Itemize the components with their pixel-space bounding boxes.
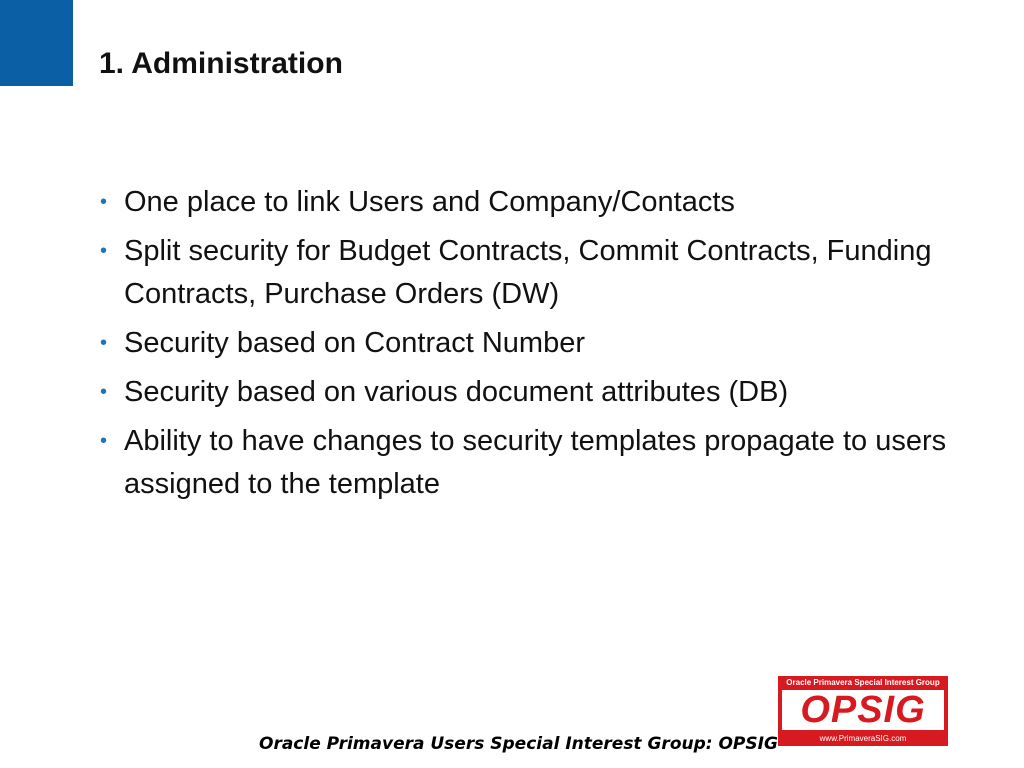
- bullet-item: [98, 371, 978, 414]
- title-accent-block: [0, 0, 73, 86]
- bullet-dot-icon: •: [100, 332, 108, 354]
- opsig-logo: [778, 676, 948, 746]
- bullet-dot-icon: •: [100, 240, 108, 262]
- logo-tagline: Oracle Primavera Special Interest Group: [786, 678, 940, 687]
- bullet-item: [98, 322, 978, 365]
- bullet-text: Ability to have changes to security templates propagate to users assigned to the template: [124, 425, 947, 500]
- logo-name: OPSIG: [782, 690, 944, 730]
- slide-title: 1. Administration: [99, 47, 343, 80]
- bullet-item: [98, 230, 978, 316]
- bullet-item: [98, 420, 978, 506]
- footer-text: Oracle Primavera Users Special Interest Group: OPSIG: [259, 734, 778, 754]
- bullet-item: [98, 181, 978, 224]
- bullet-list: [98, 181, 978, 512]
- bullet-dot-icon: •: [100, 430, 108, 452]
- bullet-text: Security based on Contract Number: [124, 327, 585, 359]
- bullet-text: One place to link Users and Company/Contacts: [124, 186, 735, 218]
- bullet-text: Split security for Budget Contracts, Commit Contracts, Funding Contracts, Purchase Orders (DW): [124, 235, 932, 310]
- bullet-dot-icon: •: [100, 191, 108, 213]
- logo-url: www.PrimaveraSIG.com: [819, 734, 907, 743]
- bullet-text: Security based on various document attributes (DB): [124, 376, 789, 408]
- bullet-dot-icon: •: [100, 381, 108, 403]
